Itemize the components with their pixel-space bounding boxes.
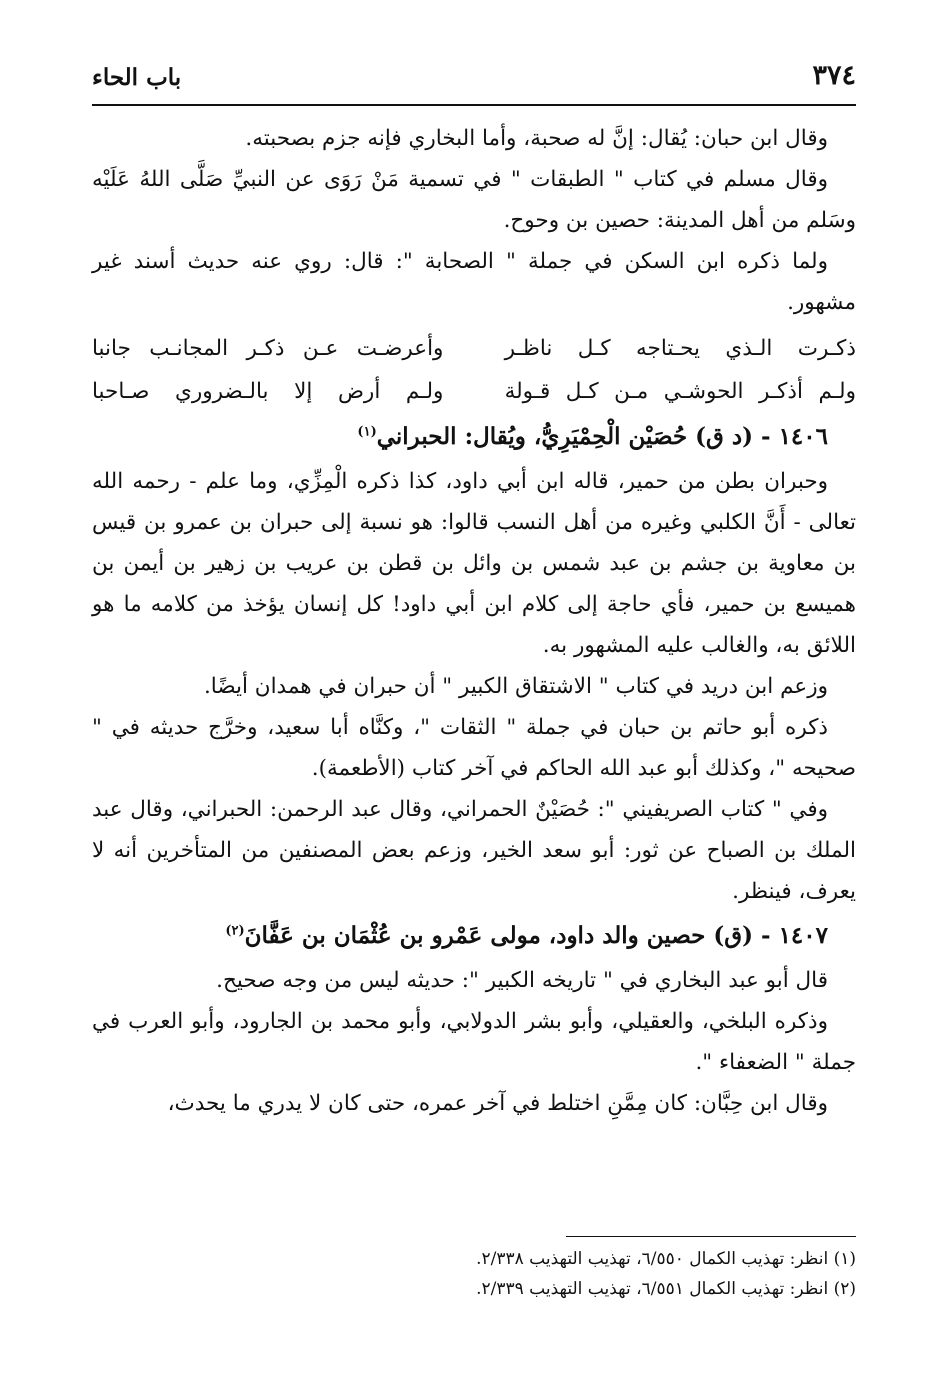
paragraph: قال أبو عبد البخاري في " تاريخه الكبير ": حديثه ليس من وجه صحيح. (216, 968, 828, 993)
verse-second-hemistich: وأعرضـت عـن ذكـر المجانـب جانبا (92, 336, 444, 361)
paragraph: وذكره البلخي، والعقيلي، وأبو بشر الدولابي، وأبو محمد بن الجارود، وأبو العرب في جملة " الضعفاء ". (92, 1009, 856, 1075)
footnote-marker: (١) (357, 424, 377, 440)
footnote-divider (566, 1236, 856, 1237)
paragraph: وقال ابن حبان: يُقال: إنَّ له صحبة، وأما البخاري فإنه جزم بصحبته. (245, 126, 828, 151)
poem-verse (92, 370, 856, 413)
verse-second-hemistich: ولـم أرض إلا بالـضروري صـاحبا (92, 379, 444, 404)
verse-first-hemistich: ذكـرت الـذي يحـتاجه كـل ناظـر (504, 336, 856, 361)
page-number: ٣٧٤ (812, 60, 856, 91)
poem (92, 327, 856, 413)
footnote-marker: (٢) (225, 923, 245, 939)
footnote: (١) انظر: تهذيب الكمال ٦/٥٥٠، تهذيب التهذيب ٢/٣٣٨. (476, 1249, 856, 1269)
entry-heading (92, 415, 856, 459)
paragraph: وفي " كتاب الصريفيني ": حُصَيْنٌ الحمراني، وقال عبد الرحمن: الحبراني، وقال عبد الملك بن الصباح عن ثور: أبو سعد الخير، وزعم بعض المصنفين من المتأخرين أنه لا يعرف، فينظر. (92, 797, 856, 904)
entry-heading (92, 914, 856, 958)
main-text (92, 118, 856, 1124)
entry-heading-text: ١٤٠٦ - (د ق) حُصَيْن الْحِمْيَرِيُّ، ويُقال: الحبراني (376, 423, 828, 450)
paragraph: وقال ابن حِبَّان: كان مِمَّنِ اختلط في آخر عمره، حتى كان لا يدري ما يحدث، (167, 1091, 828, 1116)
paragraph: ولما ذكره ابن السكن في جملة " الصحابة ": قال: روي عنه حديث أسند غير مشهور. (92, 249, 856, 315)
poem-verse (92, 327, 856, 370)
running-header (92, 58, 856, 98)
chapter-title: باب الحاء (92, 64, 182, 91)
paragraph: وزعم ابن دريد في كتاب " الاشتقاق الكبير " أن حبران في همدان أيضًا. (203, 674, 828, 699)
header-divider (92, 104, 856, 106)
entry-heading-text: ١٤٠٧ - (ق) حصين والد داود، مولى عَمْرو بن عُثْمَان بن عَفَّانَ (244, 922, 828, 949)
paragraph: وحبران بطن من حمير، قاله ابن أبي داود، كذا ذكره الْمِزِّي، وما علم - رحمه الله تعالى - أَنَّ الكلبي وغيره من أهل النسب قالوا: هو نسبة إلى حبران بن عمرو بن قيس بن معاوية بن جشم بن عبد شمس بن وائل بن قطن بن عريب بن زهير بن أيمن بن هميسع بن حمير، فأي حاجة إلى كلام ابن أبي داود! كل إنسان يؤخذ من كلامه ما هو اللائق به، والغالب عليه المشهور به. (92, 469, 856, 658)
paragraph: وقال مسلم في كتاب " الطبقات " في تسمية مَنْ رَوَى عن النبيِّ صَلَّى اللهُ عَلَيْه وسَلم من أهل المدينة: حصين بن وحوح. (92, 167, 856, 233)
footnote: (٢) انظر: تهذيب الكمال ٦/٥٥١، تهذيب التهذيب ٢/٣٣٩. (476, 1279, 856, 1299)
footnotes (92, 1244, 856, 1304)
paragraph: ذكره أبو حاتم بن حبان في جملة " الثقات "، وكنَّاه أبا سعيد، وخرَّج حديثه في " صحيحه "، وكذلك أبو عبد الله الحاكم في آخر كتاب (الأطعمة). (92, 715, 856, 781)
verse-first-hemistich: ولـم أذكـر الحوشـي مـن كـل قـولة (504, 379, 856, 404)
